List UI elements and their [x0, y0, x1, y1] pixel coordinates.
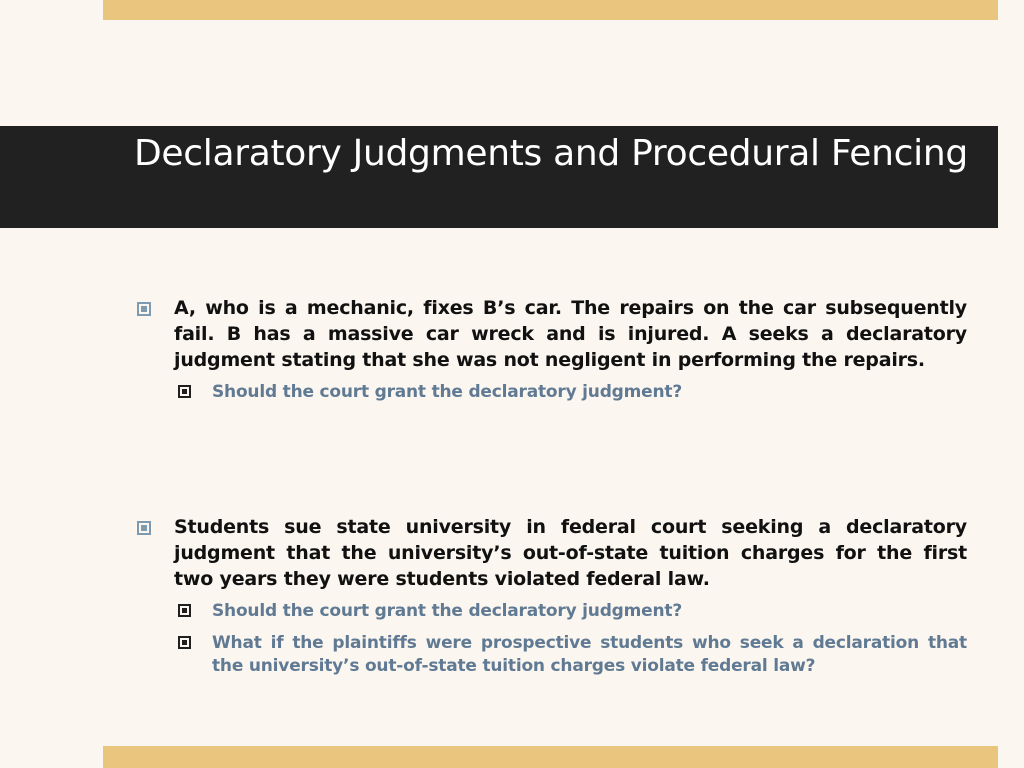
bullet-mechanic-scenario [134, 295, 967, 404]
bullet-text: A, who is a mechanic, fixes B’s car. The repairs on the car subsequently fail. B has a massive car wreck and is injured. A seeks a declaratory judgment stating that she was not negligent in performing the repairs. [174, 297, 967, 371]
square-bullet-icon [137, 521, 151, 535]
square-bullet-icon [178, 604, 191, 617]
square-bullet-icon [178, 636, 191, 649]
sub-bullet-question [176, 381, 967, 404]
slide-title: Declaratory Judgments and Procedural Fencing [134, 133, 968, 174]
sub-bullet-text: What if the plaintiffs were prospective students who seek a declaration that the university’s out-of-state tuition charges violate federal law? [212, 633, 967, 676]
sub-bullet-prospective-students [176, 632, 967, 678]
sub-bullet-question [176, 600, 967, 623]
square-bullet-icon [178, 385, 191, 398]
sub-bullet-text: Should the court grant the declaratory judgment? [212, 601, 682, 621]
square-bullet-icon [137, 302, 151, 316]
sub-bullet-text: Should the court grant the declaratory judgment? [212, 382, 682, 402]
bottom-accent-bar [103, 746, 998, 768]
bullet-text: Students sue state university in federal court seeking a declaratory judgment that the university’s out-of-state tuition charges for the first two years they were students violated federal law. [174, 516, 967, 590]
bullet-students-scenario [134, 514, 967, 678]
